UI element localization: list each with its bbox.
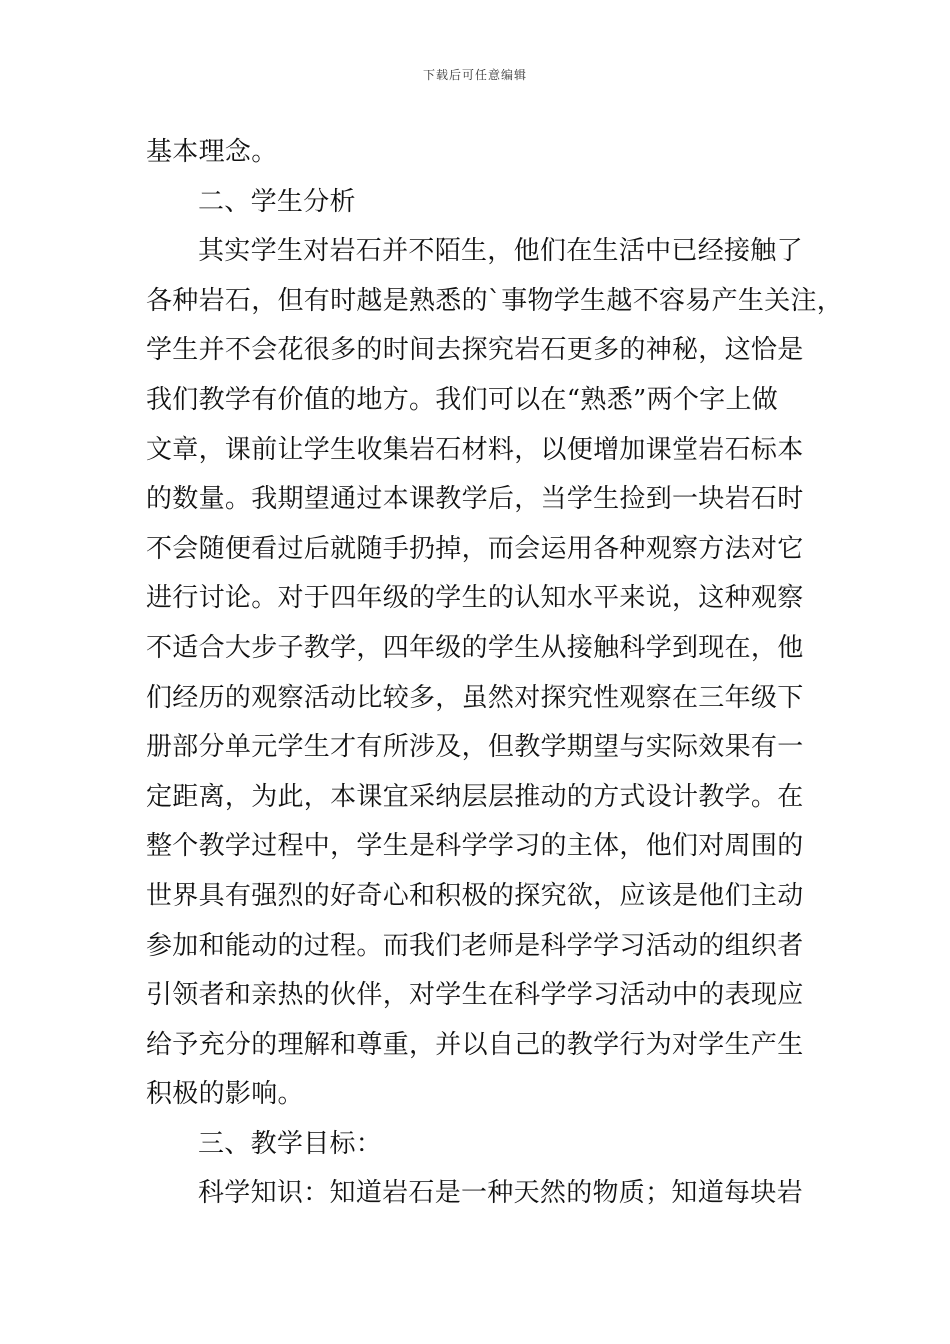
section-heading-student-analysis: 二、学生分析 bbox=[198, 186, 356, 217]
text-line: 引领者和亲热的伙伴，对学生在科学学习活动中的表现应 bbox=[146, 980, 804, 1011]
section-heading-teaching-goals: 三、教学目标： bbox=[198, 1128, 383, 1159]
text-line: 学生并不会花很多的时间去探究岩石更多的神秘，这恰是 bbox=[146, 335, 804, 366]
text-line: 基本理念。 bbox=[146, 137, 278, 167]
text-line: 进行讨论。对于四年级的学生的认知水平来说，这种观察 bbox=[146, 583, 804, 614]
text-line: 不会随便看过后就随手扔掉，而会运用各种观察方法对它 bbox=[146, 533, 804, 564]
page-header: 下载后可任意编辑 bbox=[422, 68, 527, 82]
text-line: 文章，课前让学生收集岩石材料，以便增加课堂岩石标本 bbox=[146, 434, 804, 465]
text-line: 们经历的观察活动比较多，虽然对探究性观察在三年级下 bbox=[146, 682, 804, 713]
text-line: 参加和能动的过程。而我们老师是科学学习活动的组织者 bbox=[146, 930, 804, 961]
text-line: 我们教学有价值的地方。我们可以在“熟悉”两个字上做 bbox=[146, 384, 779, 415]
text-line: 积极的影响。 bbox=[146, 1079, 304, 1110]
text-line: 的数量。我期望通过本课教学后，当学生捡到一块岩石时 bbox=[146, 484, 804, 515]
text-line: 不适合大步子教学，四年级的学生从接触科学到现在，他 bbox=[146, 632, 804, 663]
text-line: 科学知识：知道岩石是一种天然的物质；知道每块岩 bbox=[198, 1178, 803, 1209]
text-line: 其实学生对岩石并不陌生，他们在生活中已经接触了 bbox=[198, 236, 803, 267]
text-line: 册部分单元学生才有所涉及，但教学期望与实际效果有一 bbox=[146, 732, 804, 763]
text-line: 定距离，为此，本课宜采纳层层推动的方式设计教学。在 bbox=[146, 781, 804, 812]
text-line: 各种岩石，但有时越是熟悉的`事物学生越不容易产生关注， bbox=[146, 285, 844, 316]
text-line: 整个教学过程中，学生是科学学习的主体，他们对周围的 bbox=[146, 831, 804, 862]
text-line: 世界具有强烈的好奇心和积极的探究欲，应该是他们主动 bbox=[146, 880, 804, 911]
document-body bbox=[146, 128, 844, 1219]
text-line: 给予充分的理解和尊重，并以自己的教学行为对学生产生 bbox=[146, 1029, 804, 1060]
